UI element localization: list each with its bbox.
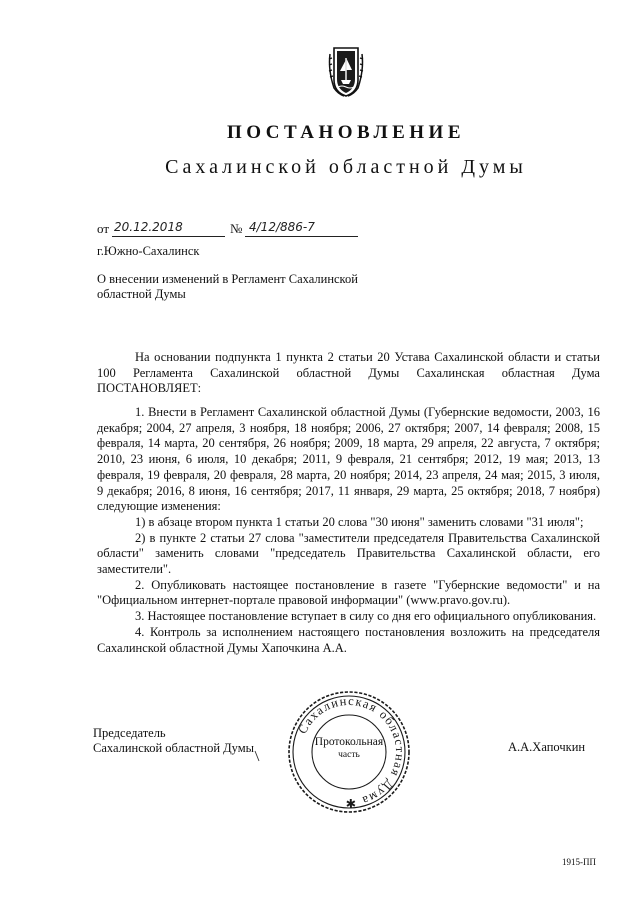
number-underline: [245, 236, 358, 237]
item-3: 3. Настоящее постановление вступает в силу со дня его официального опубликования.: [135, 609, 597, 624]
preamble: На основании подпункта 1 пункта 2 статьи 20 Устава Сахалинской области и статьи 100 Регламента Сахалинской областной Думы Сахалинская областная Дума ПОСТАНОВЛЯЕТ:: [97, 350, 600, 396]
footer-code: 1915-ПП: [562, 857, 596, 867]
signatory-position-line1: Председатель: [93, 726, 166, 740]
date-prefix: от: [97, 221, 110, 236]
stamp-center: [285, 736, 413, 762]
item-1-sub-1: 1) в абзаце втором пункта 1 статьи 20 слова "30 июня" заменить словами "31 июля";: [135, 514, 584, 529]
document-subject: О внесении изменений в Регламент Сахалинской областной Думы: [97, 272, 358, 301]
item-1: 1. Внести в Регламент Сахалинской областной Думы (Губернские ведомости, 2003, 16 декабря; 2004, 27 апреля, 3 ноября, 18 ноября; 2006, 27 октября; 2007, 14 февраля; 2008, 15 февраля, 14 марта, 20 сентября, 26 ноября; 2009, 18 марта, 29 апреля, 22 августа, 7 октября; 2010, 23 июня, 6 июля, 10 декабря; 2011, 9 февраля, 21 сентября; 2012, 19 мая; 2013, 13 февраля, 19 февраля, 20 февраля, 28 марта, 20 ноября; 2014, 23 апреля, 24 мая; 2015, 3 июля, 9 декабря; 2016, 8 июня, 16 сентября; 2017, 11 января, 29 марта, 25 октября; 2018, 7 ноября) следующие изменения:: [97, 405, 600, 514]
signatory-name: А.А.Хапочкин: [508, 740, 586, 754]
document-title: ПОСТАНОВЛЕНИЕ: [226, 122, 466, 143]
number-value: 4/12/886-7: [249, 220, 315, 234]
item-2: 2. Опубликовать настоящее постановление в газете "Губернские ведомости" и на "Официальном интернет-портале правовой информации" (www.pravo.gov.ru).: [97, 577, 600, 608]
stamp-ring-text: Сахалинская областная Дума ✱: [295, 693, 408, 811]
item-4: 4. Контроль за исполнением настоящего постановления возложить на председателя Сахалинской областной Думы Хапочкина А.А.: [97, 624, 600, 655]
date-underline: [112, 236, 225, 237]
preamble-block: [97, 350, 600, 397]
coat-of-arms-icon: [326, 44, 366, 98]
stamp-center-line1: Протокольная: [314, 736, 384, 748]
body-block: [97, 405, 600, 656]
signatory-position-line2: Сахалинской областной Думы: [93, 741, 255, 755]
date-value: 20.12.2018: [114, 220, 183, 234]
city: г.Южно-Сахалинск: [97, 244, 200, 258]
stamp-center-line2: часть: [338, 750, 360, 760]
item-1-sub-2: 2) в пункте 2 статьи 27 слова "заместители председателя Правительства Сахалинской области" заменить словами "председатель Правительства Сахалинской области, его заместители".: [97, 530, 600, 577]
number-prefix: №: [230, 221, 243, 236]
signature-mark: [254, 750, 260, 762]
document-subtitle: Сахалинской областной Думы: [165, 156, 527, 178]
signatory-position: [93, 726, 254, 756]
date-number-row: [97, 220, 397, 240]
